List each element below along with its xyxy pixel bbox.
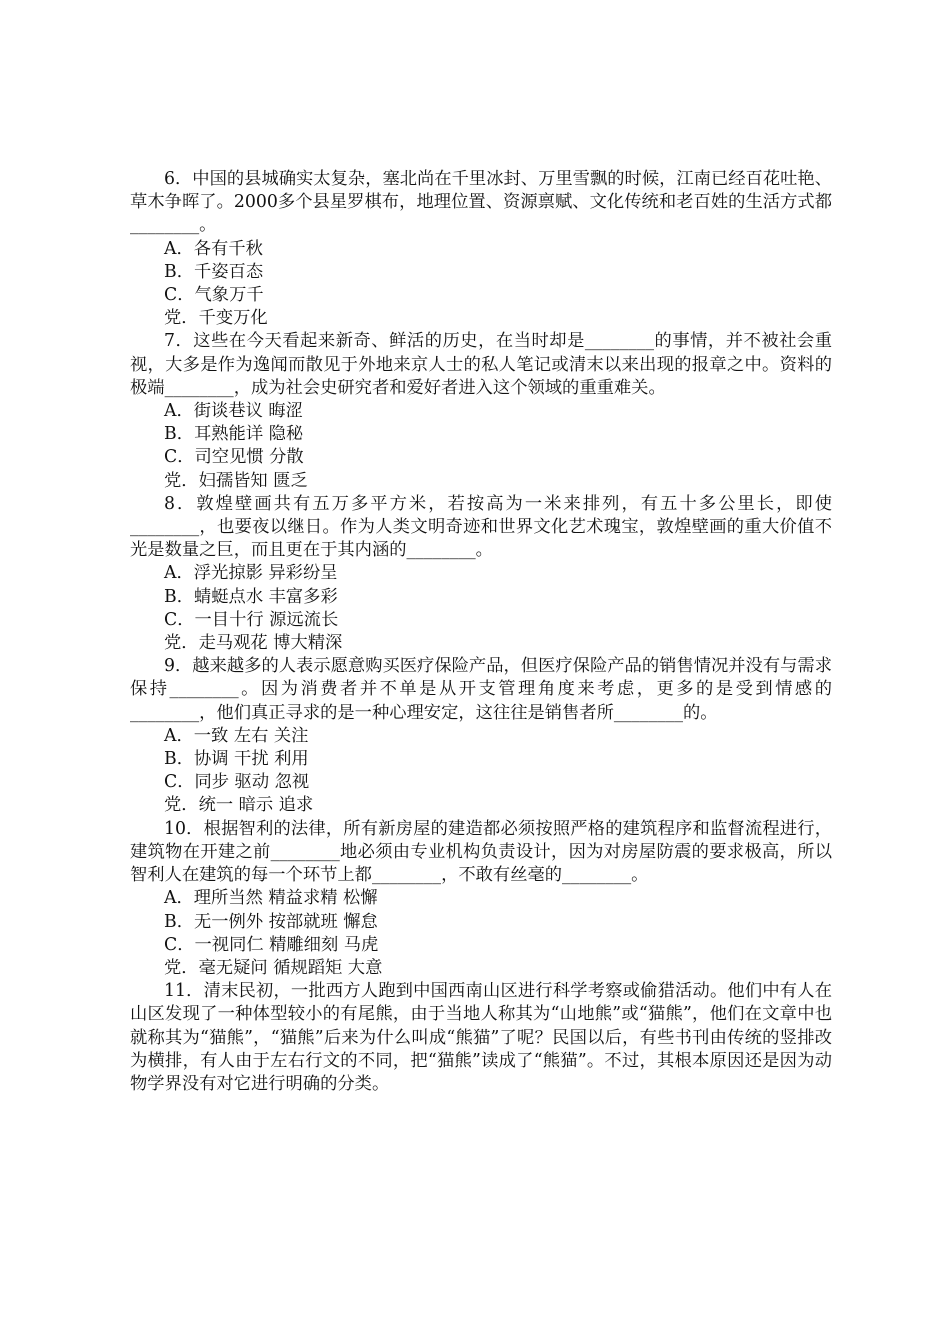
option-c: C．司空见惯 分散 xyxy=(164,447,304,468)
document-page xyxy=(130,168,832,1096)
option-d: 党．毫无疑问 循规蹈矩 大意 xyxy=(164,957,383,978)
option-d: 党．统一 暗示 追求 xyxy=(164,795,314,816)
option-b: B．协调 干扰 利用 xyxy=(164,749,309,770)
option-c: C．一视同仁 精雕细刻 马虎 xyxy=(164,934,379,955)
option-b: B．耳熟能详 隐秘 xyxy=(164,424,304,445)
question-8 xyxy=(130,493,832,655)
option-a: A．各有千秋 xyxy=(164,238,263,259)
option-d: 党．妇孺皆知 匮乏 xyxy=(164,470,308,491)
option-c: C．一目十行 源远流长 xyxy=(164,609,339,630)
question-11 xyxy=(130,980,832,1096)
question-stem: 8．敦煌壁画共有五万多平方米，若按高为一米来排列，有五十多公里长，即使________，也要夜以继日。作为人类文明奇迹和世界文化艺术瑰宝，敦煌壁画的重大价值不光是数量之巨，而且更在于其内涵的________。 xyxy=(130,493,832,561)
option-c: C．气象万千 xyxy=(164,285,264,306)
option-a: A．理所当然 精益求精 松懈 xyxy=(164,888,378,909)
question-10 xyxy=(130,818,832,980)
option-a: A．街谈巷议 晦涩 xyxy=(164,401,303,422)
question-stem: 11．清末民初，一批西方人跑到中国西南山区进行科学考察或偷猎活动。他们中有人在山区发现了一种体型较小的有尾熊，由于当地人称其为“山地熊”或“猫熊”，他们在文章中也就称其为“猫熊”，“猫熊”后来为什么叫成“熊猫”了呢？民国以后，有些书刊由传统的竖排改为横排，有人由于左右行文的不同，把“猫熊”读成了“熊猫”。不过，其根本原因还是因为动物学界没有对它进行明确的分类。 xyxy=(130,981,832,1094)
question-stem: 10．根据智利的法律，所有新房屋的建造都必须按照严格的建筑程序和监督流程进行，建筑物在开建之前________地必须由专业机构负责设计，因为对房屋防震的要求极高，所以智利人在建筑的每一个环节上都________，不敢有丝毫的________。 xyxy=(130,818,832,886)
question-9 xyxy=(130,655,832,817)
option-c: C．同步 驱动 忽视 xyxy=(164,772,310,793)
question-stem: 6．中国的县城确实太复杂，塞北尚在千里冰封、万里雪飘的时候，江南已经百花吐艳、草木争晖了。2000多个县星罗棋布，地理位置、资源禀赋、文化传统和老百姓的生活方式都________。 xyxy=(130,169,832,236)
question-6 xyxy=(130,168,832,330)
option-b: B．蜻蜓点水 丰富多彩 xyxy=(164,586,338,607)
question-7 xyxy=(130,330,832,492)
option-a: A．浮光掠影 异彩纷呈 xyxy=(164,563,338,584)
option-d: 党．千变万化 xyxy=(164,308,268,329)
question-stem: 7．这些在今天看起来新奇、鲜活的历史，在当时却是________的事情，并不被社会重视，大多是作为逸闻而散见于外地来京人士的私人笔记或清末以来出现的报章之中。资料的极端________，成为社会史研究者和爱好者进入这个领域的重重难关。 xyxy=(130,331,832,398)
option-b: B．千姿百态 xyxy=(164,261,264,282)
option-b: B．无一例外 按部就班 懈怠 xyxy=(164,911,378,932)
option-a: A．一致 左右 关注 xyxy=(164,725,309,746)
question-stem: 9．越来越多的人表示愿意购买医疗保险产品，但医疗保险产品的销售情况并没有与需求保持________。因为消费者并不单是从开支管理角度来考虑，更多的是受到情感的________，他们真正寻求的是一种心理安定，这往往是销售者所________的。 xyxy=(130,656,832,723)
option-d: 党．走马观花 博大精深 xyxy=(164,633,343,654)
